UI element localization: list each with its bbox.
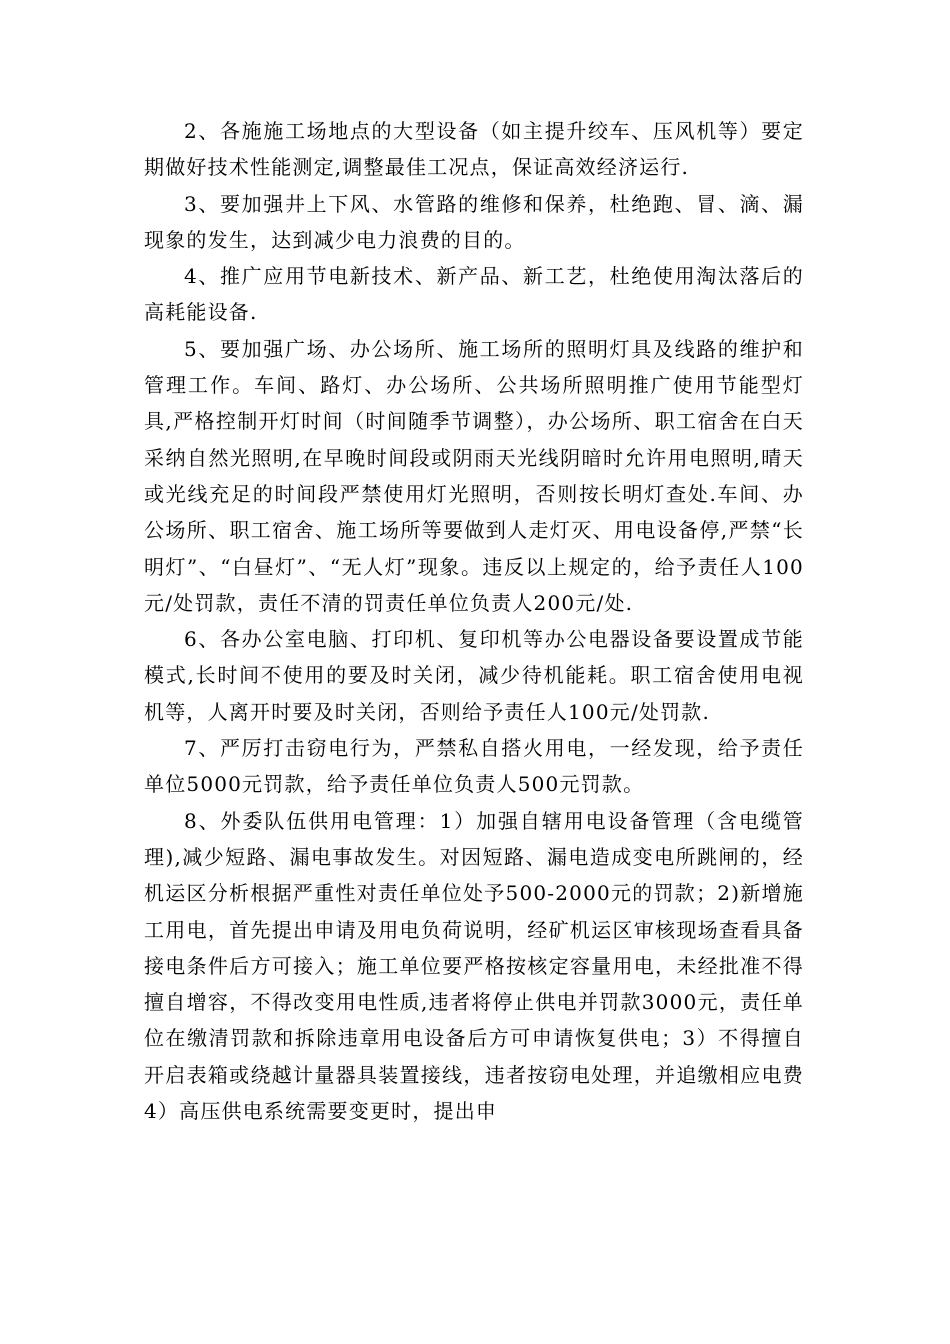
paragraph-item-3: 3、要加强井上下风、水管路的维修和保养，杜绝跑、冒、滴、漏现象的发生，达到减少电力浪费的目的。 <box>144 191 804 252</box>
paragraph-item-4: 4、推广应用节电新技术、新产品、新工艺，杜绝使用淘汰落后的高耗能设备. <box>144 264 804 325</box>
paragraph-item-6: 6、各办公室电脑、打印机、复印机等办公电器设备要设置成节能模式,长时间不使用的要及时关闭，减少待机能耗。职工宿舍使用电视机等，人离开时要及时关闭，否则给予责任人100元/处罚款. <box>144 627 804 724</box>
paragraph-item-2: 2、各施施工场地点的大型设备（如主提升绞车、压风机等）要定期做好技术性能测定,调整最佳工况点，保证高效经济运行. <box>144 119 804 180</box>
document-body <box>144 113 804 1129</box>
paragraph-item-7: 7、严厉打击窃电行为，严禁私自搭火用电，一经发现，给予责任单位5000元罚款，给予责任单位负责人500元罚款。 <box>144 736 804 797</box>
paragraph-item-8: 8、外委队伍供用电管理：1）加强自辖用电设备管理（含电缆管理),减少短路、漏电事故发生。对因短路、漏电造成变电所跳闸的，经机运区分析根据严重性对责任单位处予500-2000元的罚款；2)新增施工用电，首先提出申请及用电负荷说明，经矿机运区审核现场查看具备接电条件后方可接入；施工单位要严格按核定容量用电，未经批准不得擅自增容，不得改变用电性质,违者将停止供电并罚款3000元，责任单位在缴清罚款和拆除违章用电设备后方可申请恢复供电；3）不得擅自开启表箱或绕越计量器具装置接线，违者按窃电处理，并追缴相应电费4）高压供电系统需要变更时，提出申 <box>144 808 804 1124</box>
paragraph-item-5: 5、要加强广场、办公场所、施工场所的照明灯具及线路的维护和管理工作。车间、路灯、办公场所、公共场所照明推广使用节能型灯具,严格控制开灯时间（时间随季节调整），办公场所、职工宿舍在白天采纳自然光照明,在早晚时间段或阴雨天光线阴暗时允许用电照明,晴天或光线充足的时间段严禁使用灯光照明，否则按长明灯查处.车间、办公场所、职工宿舍、施工场所等要做到人走灯灭、用电设备停,严禁“长明灯”、“白昼灯”、“无人灯”现象。违反以上规定的，给予责任人100元/处罚款，责任不清的罚责任单位负责人200元/处. <box>144 336 804 615</box>
